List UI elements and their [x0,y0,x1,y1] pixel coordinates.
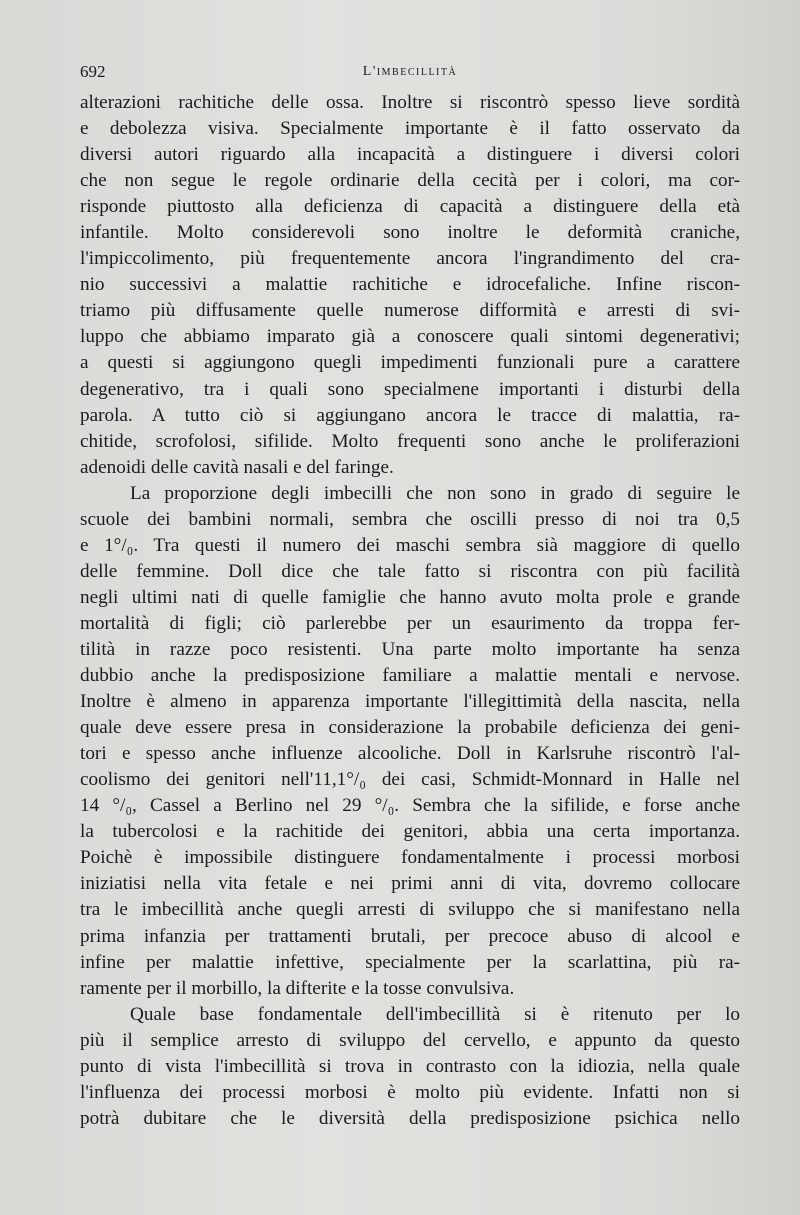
text-line: e debolezza visiva. Specialmente importante è il fatto osservato da [80,118,740,140]
text-line: diversi autori riguardo alla incapacità a distinguere i diversi colori [80,144,740,166]
text-line: la tubercolosi e la rachitide dei genitori, abbia una certa importanza. [80,821,740,843]
text-line: Inoltre è almeno in apparenza importante l'illegittimità della nascita, nella [80,691,740,713]
text-line: tori e spesso anche influenze alcooliche. Doll in Karlsruhe riscontrò l'al- [80,743,740,765]
text-line: adenoidi delle cavità nasali e del faringe. [80,456,394,478]
text-line: quale deve essere presa in considerazione la probabile deficienza dei geni- [80,717,740,739]
text-line: triamo più diffusamente quelle numerose difformità e arresti di svi- [80,300,740,322]
text-line: infantile. Molto considerevoli sono inoltre le deformità craniche, [80,222,740,244]
text-line: 14 °/₀, Cassel a Berlino nel 29 °/₀. Sembra che la sifilide, e forse anche [80,795,740,817]
text-line: tra le imbecillità anche quegli arresti di sviluppo che si manifestano nella [80,899,740,921]
text-line: e 1°/₀. Tra questi il numero dei maschi sembra sià maggiore di quello [80,534,740,556]
text-line: punto di vista l'imbecillità si trova in contrasto con la idiozia, nella quale [80,1055,740,1077]
text-body [80,90,740,1132]
text-line: infine per malattie infettive, specialmente per la scarlattina, più ra- [80,951,740,973]
text-line: l'influenza dei processi morbosi è molto più evidente. Infatti non si [80,1081,740,1103]
text-line: dubbio anche la predisposizione familiare a malattie mentali e nervose. [80,665,740,687]
text-line: più il semplice arresto di sviluppo del cervello, e appunto da questo [80,1029,740,1051]
text-line: scuole dei bambini normali, sembra che oscilli presso di noi tra 0,5 [80,508,740,530]
text-line: l'impiccolimento, più frequentemente ancora l'ingrandimento del cra- [80,248,740,270]
text-line: nio successivi a malattie rachitiche e idrocefaliche. Infine riscon- [80,274,740,296]
paragraph [80,90,740,481]
text-line: risponde piuttosto alla deficienza di capacità a distinguere della età [80,196,740,218]
text-line: iniziatisi nella vita fetale e nei primi anni di vita, dovremo collocare [80,873,740,895]
text-line: tilità in razze poco resistenti. Una parte molto importante ha senza [80,638,740,660]
paragraph [80,481,740,1002]
running-title: L'imbecillità [362,64,458,79]
text-line: Poichè è impossibile distinguere fondamentalmente i processi morbosi [80,847,740,869]
text-line: coolismo dei genitori nell'11,1°/₀ dei casi, Schmidt-Monnard in Halle nel [80,769,740,791]
text-line: ramente per il morbillo, la difterite e la tosse convulsiva. [80,977,515,999]
text-line: Quale base fondamentale dell'imbecillità si è ritenuto per lo [130,1003,740,1025]
text-line: La proporzione degli imbecilli che non sono in grado di seguire le [130,482,740,504]
text-line: parola. A tutto ciò si aggiungano ancora le tracce di malattia, ra- [80,404,740,426]
text-line: delle femmine. Doll dice che tale fatto si riscontra con più facilità [80,560,740,582]
page-number: 692 [80,62,106,81]
running-header [80,62,740,86]
text-line: chitide, scrofolosi, sifilide. Molto frequenti sono anche le proliferazioni [80,430,740,452]
text-line: prima infanzia per trattamenti brutali, per precoce abuso di alcool e [80,925,740,947]
text-line: alterazioni rachitiche delle ossa. Inoltre si riscontrò spesso lieve sordità [80,92,740,113]
text-line: negli ultimi nati di quelle famiglie che hanno avuto molta prole e grande [80,586,740,608]
text-line: che non segue le regole ordinarie della cecità per i colori, ma cor- [80,170,740,192]
text-line: potrà dubitare che le diversità della predisposizione psichica nello [80,1107,740,1129]
text-line: a questi si aggiungono quegli impedimenti funzionali pure a carattere [80,352,740,374]
paragraph [80,1002,740,1132]
text-line: luppo che abbiamo imparato già a conoscere quali sintomi degenerativi; [80,326,740,348]
text-line: mortalità di figli; ciò parlerebbe per un esaurimento da troppa fer- [80,612,740,634]
text-line: degenerativo, tra i quali sono specialmene importanti i disturbi della [80,378,740,400]
